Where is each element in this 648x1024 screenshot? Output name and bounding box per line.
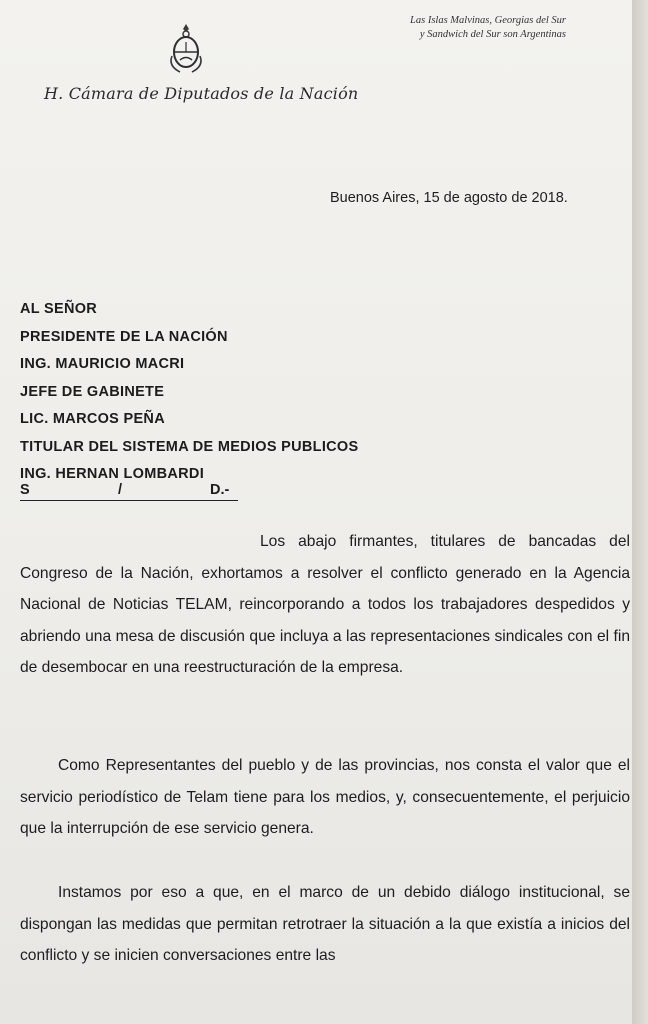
paragraph: Los abajo firmantes, titulares de bancadas del Congreso de la Nación, exhortamos a resolver el conflicto generado en la Agencia Nacional de Noticias TELAM, reincorporando a todos los trabajadores despedidos y abriendo una mesa de discusión que incluya a las representaciones sindicales con el fin de desembocar en una reestructuración de la empresa. [20, 533, 630, 676]
salutation-d: D.- [210, 482, 230, 498]
salutation-s: S [20, 482, 30, 498]
salutation-slash: / [118, 482, 123, 498]
motto [346, 14, 566, 42]
paragraph: Instamos por eso a que, en el marco de un debido diálogo institucional, se dispongan las medidas que permitan retrotraer la situación a la que existía a inicios del conflicto y se inicien conversaciones entre las [20, 884, 630, 964]
addressee-line: ING. MAURICIO MACRI [20, 356, 185, 372]
addressee-line: PRESIDENTE DE LA NACIÓN [20, 328, 228, 345]
salutation-line [20, 480, 238, 501]
addressee-line: AL SEÑOR [20, 301, 98, 317]
addressee-line: ING. HERNAN LOMBARDI [20, 466, 205, 482]
letter-date: Buenos Aires, 15 de agosto de 2018. [330, 190, 568, 206]
chamber-name: H. Cámara de Diputados de la Nación [44, 84, 359, 103]
coat-of-arms-icon [166, 22, 206, 74]
addressee-line: TITULAR DEL SISTEMA DE MEDIOS PUBLICOS [20, 438, 359, 455]
motto-line: y Sandwich del Sur son Argentinas [419, 29, 566, 40]
addressee-block [20, 296, 380, 489]
addressee-line: LIC. MARCOS PEÑA [20, 411, 165, 427]
addressee-line: JEFE DE GABINETE [20, 383, 165, 400]
page-edge [632, 0, 648, 1024]
paragraph: Como Representantes del pueblo y de las provincias, nos consta el valor que el servicio periodístico de Telam tiene para los medios, y, consecuentemente, el perjuicio que la interrupción de ese servicio genera. [20, 757, 630, 837]
motto-line: Las Islas Malvinas, Georgias del Sur [410, 15, 566, 26]
